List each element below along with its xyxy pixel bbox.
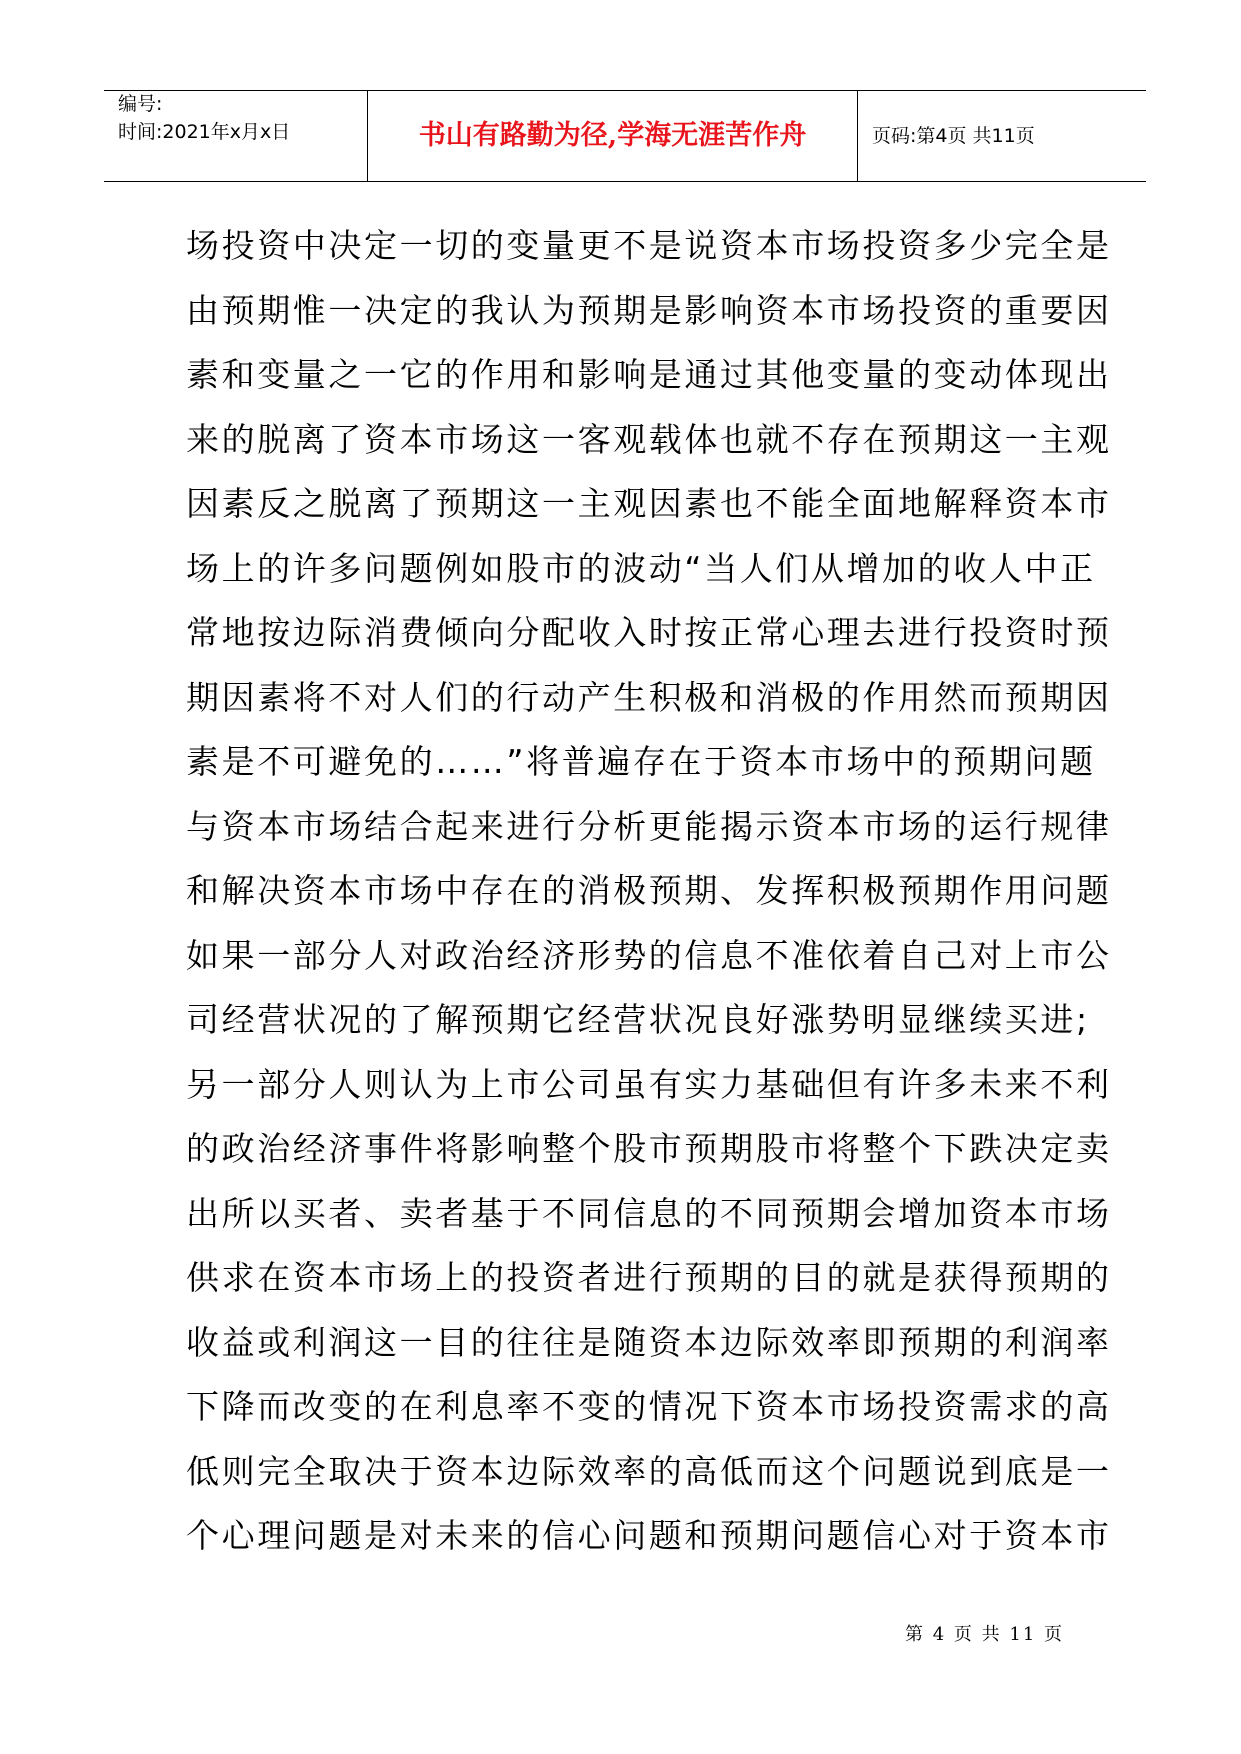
header-meta-cell [104, 91, 368, 181]
body-line: 场投资中决定一切的变量更不是说资本市场投资多少完全是 [186, 226, 1112, 265]
document-time-label: 时间:2021年x月x日 [118, 121, 291, 143]
body-line: 场上的许多问题例如股市的波动“当人们从增加的收人中正 [186, 548, 1096, 588]
body-paragraph [186, 214, 1112, 1569]
document-header [104, 90, 1146, 182]
body-line: 的政治经济事件将影响整个股市预期股市将整个下跌决定卖 [186, 1129, 1112, 1168]
body-line: 和解决资本市场中存在的消极预期、发挥积极预期作用问题 [186, 871, 1112, 910]
body-line: 下降而改变的在利息率不变的情况下资本市场投资需求的高 [186, 1387, 1112, 1426]
body-line: 因素反之脱离了预期这一主观因素也不能全面地解释资本市 [186, 484, 1112, 523]
body-line: 常地按边际消费倾向分配收入时按正常心理去进行投资时预 [186, 613, 1112, 652]
body-line: 个心理问题是对未来的信心问题和预期问题信心对于资本市 [186, 1516, 1112, 1555]
body-line: 素和变量之一它的作用和影响是通过其他变量的变动体现出 [186, 355, 1112, 394]
body-line: 低则完全取决于资本边际效率的高低而这个问题说到底是一 [186, 1451, 1112, 1491]
body-line: 由预期惟一决定的我认为预期是影响资本市场投资的重要因 [186, 290, 1112, 330]
header-motto: 书山有路勤为径,学海无涯苦作舟 [418, 120, 807, 151]
header-page-info: 页码:第4页 共11页 [872, 125, 1035, 147]
body-line: 素是不可避免的……”将普遍存在于资本市场中的预期问题 [186, 742, 1096, 781]
body-line: 司经营状况的了解预期它经营状况良好涨势明显继续买进; [186, 1000, 1090, 1039]
body-line: 与资本市场结合起来进行分析更能揭示资本市场的运行规律 [186, 806, 1112, 846]
body-line: 供求在资本市场上的投资者进行预期的目的就是获得预期的 [186, 1258, 1112, 1297]
body-line: 期因素将不对人们的行动产生积极和消极的作用然而预期因 [186, 677, 1112, 717]
body-line: 如果一部分人对政治经济形势的信息不准依着自己对上市公 [186, 935, 1112, 975]
body-line: 来的脱离了资本市场这一客观载体也就不存在预期这一主观 [186, 419, 1112, 459]
page-footer: 第 4 页 共 11 页 [905, 1624, 1064, 1645]
body-line: 收益或利润这一目的往往是随资本边际效率即预期的利润率 [186, 1322, 1112, 1362]
header-page-cell [858, 91, 1146, 181]
document-number-label: 编号: [118, 93, 163, 115]
header-motto-cell [368, 91, 858, 181]
body-line: 出所以买者、卖者基于不同信息的不同预期会增加资本市场 [186, 1193, 1112, 1233]
body-line: 另一部分人则认为上市公司虽有实力基础但有许多未来不利 [186, 1064, 1112, 1104]
